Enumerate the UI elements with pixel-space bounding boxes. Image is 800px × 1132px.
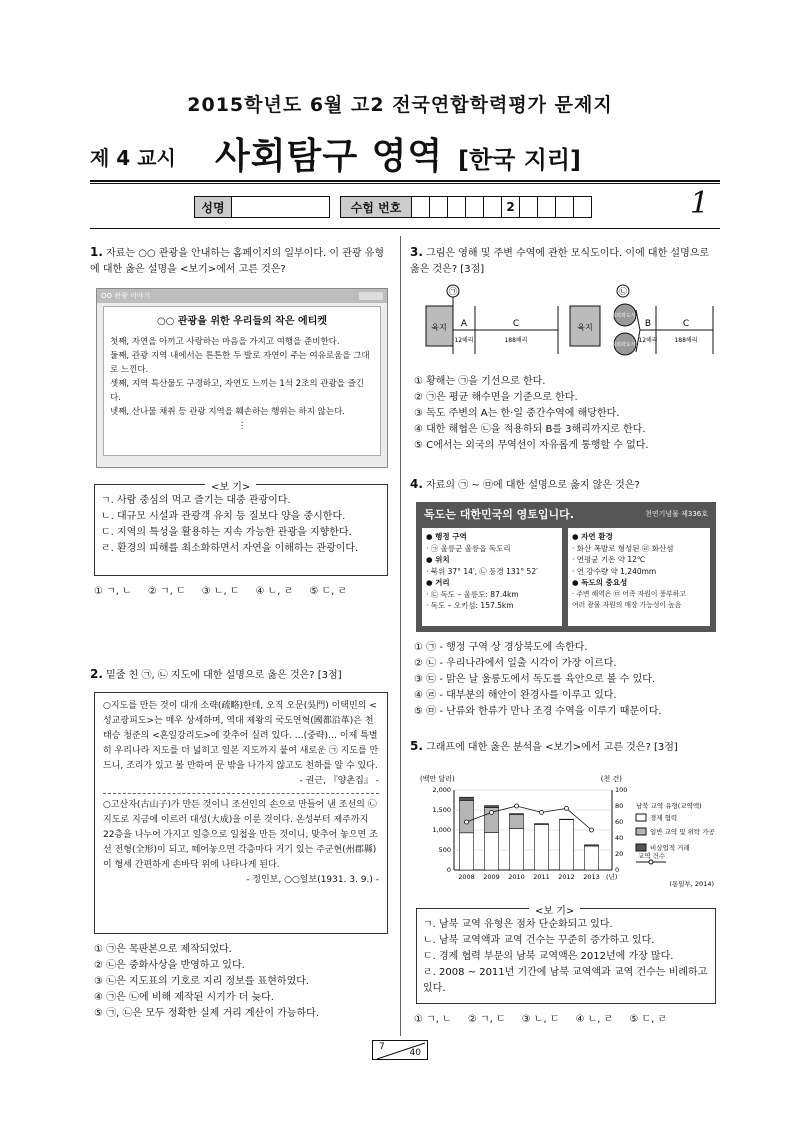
window-titlebar [97, 289, 387, 303]
homepage-window [96, 288, 388, 468]
passage-2: ○고산자(古山子)가 만든 것이니 조선인의 손으로 만들어 낸 조선의 ㉡ 지도로 지금에 이르러 대성(大成)을 이룬 것이다. 온성부터 제주까지 22층을 나누어 가지고 일층으로 일첩을 만든 것이니, 맞추어 놓으면 조선 전형(全形)이 되고, 떼어놓으면 각층마다 거기 있는 주군현(州郡縣)이 형세 간편하게 손바닥 위에 나타나게 된다. [103, 800, 378, 870]
nm12-left: 12해리 [454, 337, 474, 344]
legend-title: 남북 교역 유형(교역액) [636, 802, 702, 810]
bogi-item: ㄱ. 남북 교역 유형은 점차 단순화되고 있다. [423, 919, 613, 930]
y-right-tick: 100 [615, 786, 628, 794]
passage-box [94, 692, 388, 934]
question-2 [90, 666, 390, 684]
left-marker: ㉠ [449, 287, 457, 296]
question-number: 1. [90, 245, 103, 259]
island-2-label: 최외곽도서2 [611, 342, 639, 348]
bar-segment [510, 828, 524, 870]
bogi-item: ㄷ. 지역의 특성을 활용하는 지속 가능한 관광을 지향한다. [101, 527, 352, 538]
exam-title: 2015학년도 6월 고2 전국연합학력평가 문제지 [187, 94, 613, 116]
exam-number-cell[interactable] [538, 196, 556, 218]
dist-title: ● 거리 [426, 578, 450, 587]
option[interactable]: ⑤ ㉠, ㉡은 모두 정확한 실제 거리 계산이 가능하다. [94, 1008, 319, 1019]
y-right-tick: 0 [615, 866, 620, 874]
y-right-tick: 40 [615, 834, 624, 842]
option[interactable]: ① ㄱ, ㄴ [414, 1014, 452, 1025]
option[interactable]: ③ ㉢ - 맑은 날 울릉도에서 독도를 육안으로 볼 수 있다. [414, 674, 656, 685]
passage-1-source: - 권근, 『양촌집』 - [299, 776, 379, 786]
bar-segment [535, 824, 549, 825]
legend-general: 일반 교역 및 위탁 가공 [650, 828, 715, 836]
bar-segment [485, 832, 499, 870]
option[interactable]: ⑤ ㉤ - 난류와 한류가 만나 조경 수역을 이루기 때문이다. [414, 706, 662, 717]
bogi-item: ㄷ. 경제 협력 부문의 남북 교역액은 2012년에 가장 많다. [423, 951, 674, 962]
banner-text: 독도는 대한민국의 영토입니다. [424, 508, 574, 521]
importance-value: · 주변 해역은 ㉤ 어족 자원이 풍부하고 [572, 589, 686, 598]
y-left-label: (백만 달러) [420, 775, 455, 783]
bogi-box-q1 [94, 484, 388, 576]
nature-value: · 연평균 기온 약 12℃ [572, 555, 646, 564]
y-right-tick: 80 [615, 802, 624, 810]
legend-swatch-econ [636, 814, 646, 821]
rule-item: 첫째, 자연을 아끼고 사랑하는 마음을 가지고 여행을 준비한다. [110, 337, 340, 347]
question-text: 밑줄 친 ㉠, ㉡ 지도에 대한 설명으로 옳은 것은? [3점] [106, 670, 342, 681]
header-rule-top [90, 180, 720, 182]
legend-count: 교역 건수 [638, 852, 666, 860]
legend-noncommercial: 비상업적 거래 [650, 844, 690, 852]
dist-value: · 독도 – 오키섬: 157.5km [426, 601, 514, 610]
subject-detail: [한국 지리] [458, 146, 582, 174]
x-tick: 2011 [533, 873, 550, 881]
name-label: 성명 [194, 196, 232, 218]
bar-segment [460, 797, 474, 800]
exam-number-cell[interactable] [574, 196, 592, 218]
bar-segment [510, 814, 524, 828]
option[interactable]: ① ㉠ - 행정 구역 상 경상북도에 속한다. [414, 642, 588, 653]
legend-econ: 경제 협력 [650, 814, 678, 822]
question-number: 2. [90, 667, 103, 681]
nm12-right: 12해리 [638, 337, 658, 344]
option[interactable]: ⑤ ㄷ, ㄹ [309, 586, 348, 597]
exam-number-cell[interactable] [520, 196, 538, 218]
nature-value: · 연 강수량 약 1,240mm [572, 566, 657, 576]
right-marker: ㉡ [619, 287, 627, 296]
count-point [565, 806, 569, 810]
rule-item: 넷째, 산나물 채취 등 관광 지역을 훼손하는 행위는 하지 않는다. [110, 407, 345, 417]
option[interactable]: ③ ㄴ, ㄷ [201, 586, 240, 597]
bar-segment [560, 820, 574, 870]
count-point [465, 820, 469, 824]
x-tick: 2012 [558, 873, 575, 881]
page-footer [372, 1040, 428, 1060]
rule-item: 둘째, 관광 지역 내에서는 튼튼한 두 발로 자연이 주는 여유로움을 그대로 느낀다. [110, 351, 370, 375]
trade-chart [414, 772, 720, 890]
ellipsis: ⋮ [237, 421, 247, 431]
options-q4 [414, 640, 720, 720]
admin-title: ● 행정 구역 [426, 532, 467, 541]
x-tick: 2008 [458, 873, 475, 881]
count-point [540, 810, 544, 814]
loc-value: · 북위 37° 14′, ㉡ 동경 131° 52′ [426, 566, 538, 576]
exam-number-cell[interactable] [484, 196, 502, 218]
label-a: A [460, 319, 468, 329]
question-3 [410, 244, 720, 278]
y-left-tick: 1,000 [432, 826, 451, 834]
exam-number-cell[interactable] [556, 196, 574, 218]
y-left-tick: 2,000 [432, 786, 451, 794]
question-number: 3. [410, 245, 423, 259]
option[interactable]: ② ㉠은 평균 해수면을 기준으로 한다. [414, 392, 578, 403]
bar-segment [485, 806, 499, 808]
option[interactable]: ⑤ C에서는 외국의 무역선이 자유롭게 통행할 수 없다. [414, 440, 649, 451]
x-tick: 2013 [583, 873, 600, 881]
passage-2-source: - 정인보, ○○일보(1931. 3. 9.) - [246, 875, 379, 885]
options-q5 [414, 1012, 720, 1028]
option[interactable]: ④ ㄴ, ㄹ [575, 1014, 614, 1025]
bar-segment [585, 846, 599, 870]
subject-title: 사회탐구 영역 [215, 136, 444, 177]
bogi-title: <보 기> [529, 902, 580, 917]
count-point [490, 810, 494, 814]
name-field[interactable] [232, 196, 330, 218]
bar-segment [510, 814, 524, 815]
question-text: 자료는 ○○ 관광을 안내하는 홈페이지의 일부이다. 이 관광 유형에 대한 옳은 설명을 <보기>에서 고른 것은? [90, 248, 385, 275]
exam-number-cell[interactable] [448, 196, 466, 218]
nature-title: ● 자연 환경 [572, 532, 613, 541]
y-left-tick: 1,500 [432, 806, 451, 814]
question-5 [410, 738, 720, 756]
admin-value: · ㉠ 울릉군 울릉읍 독도리 [426, 543, 511, 553]
x-tick: 2009 [483, 873, 500, 881]
y-left-tick: 500 [438, 846, 451, 854]
land-label: 육지 [431, 323, 447, 332]
nm188-right: 188해리 [674, 337, 698, 344]
y-right-tick: 20 [615, 850, 624, 858]
option[interactable]: ③ ㄴ, ㄷ [521, 1014, 560, 1025]
bogi-title: <보 기> [205, 478, 256, 493]
label-c-right: C [682, 319, 690, 329]
exam-number-cell[interactable] [412, 196, 430, 218]
options-q2 [94, 942, 394, 1022]
option[interactable]: ⑤ ㄷ, ㄹ [629, 1014, 668, 1025]
question-text: 자료의 ㉠ ~ ㉤에 대한 설명으로 옳지 않은 것은? [426, 480, 640, 491]
page-number: 1 [690, 186, 710, 221]
dokdo-info-panel [416, 502, 716, 632]
option[interactable]: ④ ㉣ - 대부분의 해안이 완경사를 이루고 있다. [414, 690, 617, 701]
banner-note: 천연기념물 제336호 [645, 510, 708, 518]
question-4 [410, 476, 720, 494]
options-q3 [414, 374, 720, 454]
options-q1 [94, 584, 394, 600]
land-label: 육지 [577, 323, 593, 332]
header-rule-thin [90, 183, 720, 184]
exam-number-cell[interactable] [466, 196, 484, 218]
option[interactable]: ② ㉡은 중화사상을 반영하고 있다. [94, 960, 245, 971]
option[interactable]: ② ㄱ, ㄷ [147, 586, 186, 597]
option[interactable]: ④ ㄴ, ㄹ [255, 586, 294, 597]
header-rule-bottom [90, 228, 720, 229]
label-c-left: C [512, 319, 520, 329]
question-text: 그림은 영해 및 주변 수역에 관한 모식도이다. 이에 대한 설명으로 옳은 것은? [3점] [410, 248, 710, 275]
question-number: 4. [410, 477, 423, 491]
question-number: 5. [410, 739, 423, 753]
x-axis-suffix: (년) [606, 873, 618, 881]
option[interactable]: ① 황해는 ㉠을 기선으로 한다. [414, 376, 546, 387]
option[interactable]: ④ 대한 해협은 ㉡을 적용하되 B를 3해리까지로 한다. [414, 424, 646, 435]
y-left-tick: 0 [446, 866, 451, 874]
importance-title: ● 독도의 중요성 [572, 578, 628, 587]
window-content [103, 306, 381, 456]
legend-line-marker [649, 860, 653, 864]
question-text: 그래프에 대한 옳은 분석을 <보기>에서 고른 것은? [3점] [426, 742, 678, 753]
importance-value: 여러 광물 자원의 매장 가능성이 높음 [572, 601, 682, 609]
bar-segment [460, 800, 474, 832]
bogi-item: ㄱ. 사람 중심의 먹고 즐기는 대중 관광이다. [101, 495, 291, 506]
loc-title: ● 위치 [426, 555, 450, 564]
chart-source: (통일부, 2014) [669, 880, 714, 888]
nature-value: · 화산 폭발로 형성된 ㉣ 화산섬 [572, 543, 674, 553]
territorial-sea-diagram [418, 282, 718, 362]
window-controls-icon[interactable] [359, 292, 383, 300]
island-1-label: 최외곽도서1 [611, 313, 639, 319]
window-title: OO 관광 이야기 [101, 292, 151, 300]
footer-total: 40 [409, 1048, 421, 1058]
nm188-left: 188해리 [504, 337, 528, 344]
legend-swatch-noncommercial [636, 844, 646, 851]
option[interactable]: ② ㉡ - 우리나라에서 일출 시각이 가장 이르다. [414, 658, 617, 669]
exam-number-label: 수험 번호 [340, 196, 412, 218]
info-bar [194, 196, 592, 218]
bar-segment [535, 824, 549, 870]
option[interactable]: ③ 독도 주변의 A는 한·일 중간수역에 해당한다. [414, 408, 620, 419]
passage-1: ○지도를 만든 것이 대개 소략(疏略)한데, 오직 오문(吳門) 이택민의 <성교광피도>는 매우 상세하며, 역대 제왕의 국도연혁(國都沿革)은 천태승 청준의 <혼일강리도>에 갖추어 실려 있다. …(중략)… 이제 특별히 우리나라 지도를 더 넓히고 일본 지도까지 붙여 새로운 ㉠ 지도를 만드니, 조리가 있고 볼 만하여 문 밖을 나가지 않고도 천하를 알 수 있다. [103, 701, 379, 771]
option[interactable]: ③ ㉡은 지도표의 기호로 지리 정보를 표현하였다. [94, 976, 310, 987]
dokdo-right-card [568, 528, 710, 626]
footer-page: 7 [379, 1042, 385, 1052]
dist-value: · ㉢ 독도 – 울릉도: 87.4km [426, 589, 519, 599]
option[interactable]: ① ㉠은 목판본으로 제작되었다. [94, 944, 232, 955]
dokdo-banner [416, 502, 716, 526]
option[interactable]: ① ㄱ, ㄴ [94, 586, 132, 597]
etiquette-title: ○○ 관광을 위한 우리들의 작은 에티켓 [156, 316, 328, 327]
bogi-box-q5 [416, 908, 716, 1004]
rule-item: 셋째, 지역 특산물도 구경하고, 자연도 느끼는 1석 2조의 관광을 즐긴다. [110, 379, 365, 403]
option[interactable]: ④ ㉠은 ㉡에 비해 제작된 시기가 더 늦다. [94, 992, 274, 1003]
y-right-tick: 60 [615, 818, 624, 826]
count-point [515, 804, 519, 808]
x-tick: 2010 [508, 873, 525, 881]
column-divider [400, 236, 401, 1036]
bogi-item: ㄹ. 환경의 피해를 최소화하면서 자연을 이해하는 관광이다. [101, 543, 359, 554]
bar-segment [460, 833, 474, 870]
bogi-item: ㄴ. 남북 교역액과 교역 건수는 꾸준히 증가하고 있다. [423, 935, 655, 946]
question-1 [90, 244, 390, 278]
exam-number-cell[interactable] [430, 196, 448, 218]
dokdo-left-card [422, 528, 562, 626]
label-b: B [644, 319, 652, 329]
legend-swatch-general [636, 828, 646, 835]
bar-segment [585, 845, 599, 846]
exam-number-digit: 2 [502, 196, 520, 218]
option[interactable]: ② ㄱ, ㄷ [467, 1014, 506, 1025]
bogi-item: ㄴ. 대규모 시설과 관광객 유치 등 질보다 양을 중시한다. [101, 511, 346, 522]
period-label: 제 4 교시 [90, 146, 176, 170]
y-right-label: (천 건) [600, 775, 622, 783]
bogi-item: ㄹ. 2008 ~ 2011년 기간에 남북 교역액과 교역 건수는 비례하고 있다. [423, 967, 708, 994]
count-point [590, 828, 594, 832]
